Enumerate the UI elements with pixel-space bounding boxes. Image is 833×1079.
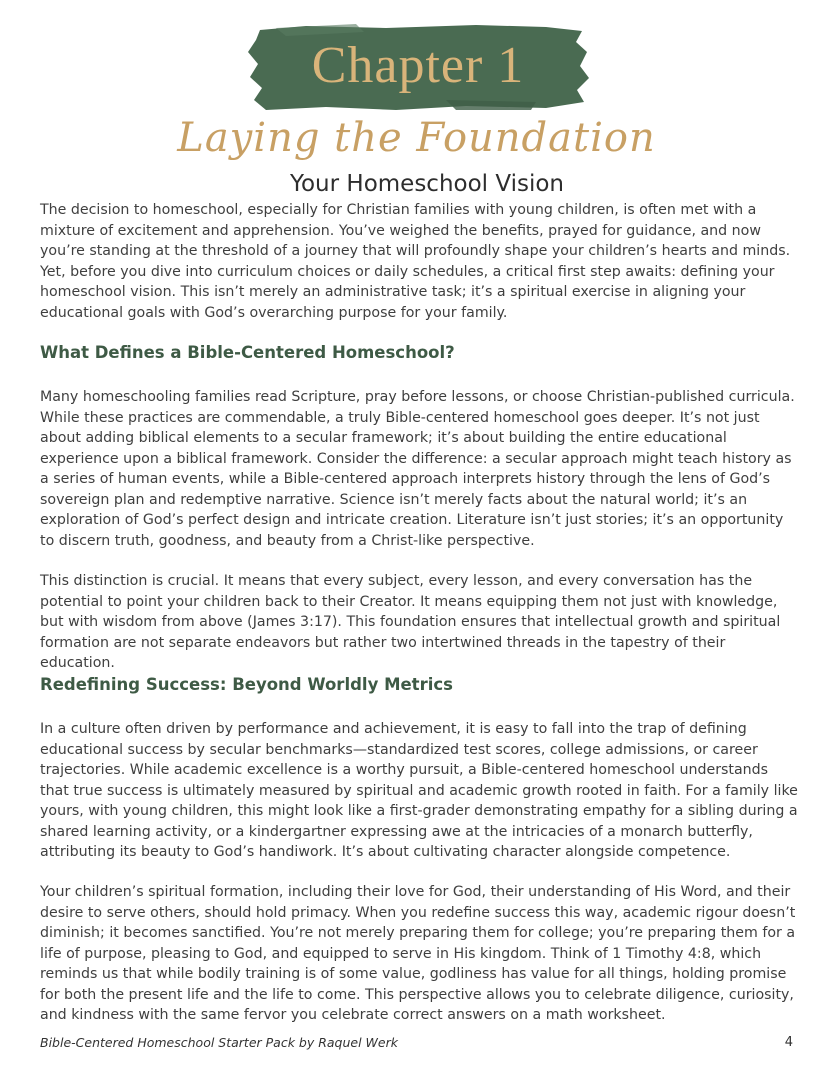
page-number: 4	[784, 1035, 793, 1050]
paragraph-bible-centered-1: Many homeschooling families read Scripture, pray before lessons, or choose Christian-published curricula. While these practices are commendable, a truly Bible-centered homeschool goes deeper. It’s not just about adding biblical elements to a secular framework; it’s about building the entire educational experience upon a biblical framework. Consider the difference: a secular approach might teach history as a series of human events, while a Bible-centered approach interprets history through the lens of God’s sovereign plan and redemptive narrative. Science isn’t merely facts about the natural world; it’s an exploration of God’s perfect design and intricate creation. Literature isn’t just stories; it’s an opportunity to discern truth, goodness, and beauty from a Christ-like perspective.	[40, 389, 795, 549]
section-heading-redefining-success: Redefining Success: Beyond Worldly Metrics	[40, 675, 453, 694]
chapter-label: Chapter 1	[311, 37, 525, 94]
footer-credit: Bible-Centered Homeschool Starter Pack by Raquel Werk	[40, 1035, 398, 1050]
chapter-title: Laying the Foundation	[177, 115, 656, 161]
paragraph-success-1: In a culture often driven by performance and achievement, it is easy to fall into the trap of defining educational success by secular benchmarks—standardized test scores, college admissions, or career trajectories. While academic excellence is a worthy pursuit, a Bible-centered homeschool understands that true success is ultimately measured by spiritual and academic growth rooted in faith. For a family like yours, with young children, this might look like a first-grader demonstrating empathy for a sibling during a shared learning activity, or a kindergartner expressing awe at the intricacies of a monarch butterfly, attributing its beauty to God’s handiwork. It’s about cultivating character alongside competence.	[40, 721, 798, 860]
paragraph-success-2: Your children’s spiritual formation, including their love for God, their understanding of His Word, and their desire to serve others, should hold primacy. When you redefine success this way, academic rigour doesn’t diminish; it becomes sanctified. You’re not merely preparing them for college; you’re preparing them for a life of purpose, pleasing to God, and equipped to serve in His kingdom. Think of 1 Timothy 4:8, which reminds us that while bodily training is of some value, godliness has value for all things, holding promise for both the present life and the life to come. This perspective allows you to celebrate diligence, curiosity, and kindness with the same fervor you celebrate correct answers on a math worksheet.	[40, 884, 796, 1023]
section-heading-bible-centered: What Defines a Bible-Centered Homeschool?	[40, 343, 455, 362]
paragraph-bible-centered-2: This distinction is crucial. It means that every subject, every lesson, and every conversation has the potential to point your children back to their Creator. It means equipping them not just with knowledge, but with wisdom from above (James 3:17). This foundation ensures that intellectual growth and spiritual formation are not separate endeavors but rather two intertwined threads in the tapestry of their education.	[40, 573, 781, 671]
chapter-banner	[246, 22, 590, 114]
intro-paragraph: The decision to homeschool, especially for Christian families with young children, is often met with a mixture of excitement and apprehension. You’ve weighed the benefits, prayed for guidance, and now you’re standing at the threshold of a journey that will profoundly shape your children’s hearts and minds. Yet, before you dive into curriculum choices or daily schedules, a critical first step awaits: defining your homeschool vision. This isn’t merely an administrative task; it’s a spiritual exercise in aligning your educational goals with God’s overarching purpose for your family.	[40, 202, 791, 321]
section-title: Your Homeschool Vision	[289, 171, 565, 197]
